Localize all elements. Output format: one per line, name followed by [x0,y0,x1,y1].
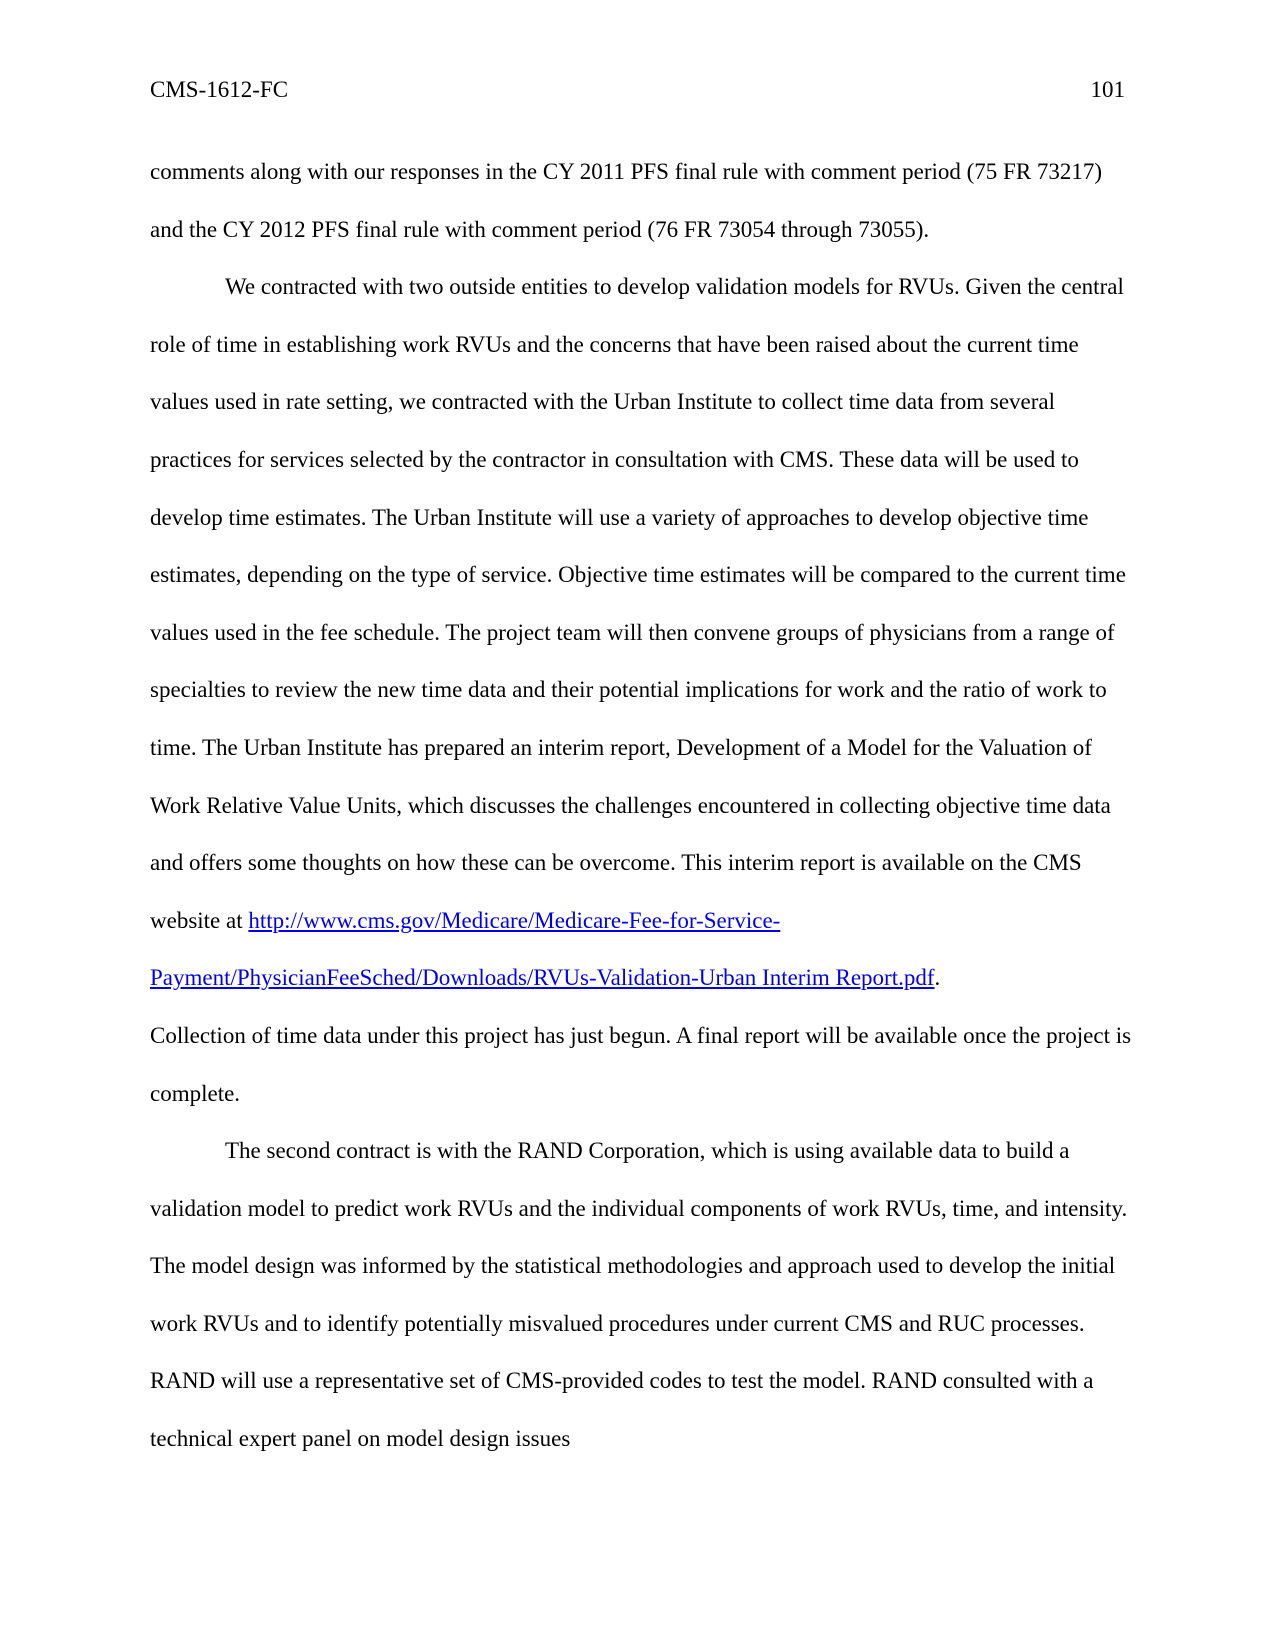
page-body [150,143,1135,1468]
paragraph-rand: The second contract is with the RAND Corporation, which is using available data to build a validation model to predict work RVUs and the individual components of work RVUs, time, and intensity. The model design was informed by the statistical methodologies and approach used to develop the initial work RVUs and to identify potentially misvalued procedures under current CMS and RUC processes. RAND will use a representative set of CMS-provided codes to test the model. RAND consulted with a technical expert panel on model design issues [150,1138,1128,1452]
paragraph-urban-institute [150,258,1135,1007]
page-number: 101 [1090,77,1125,102]
page-header [150,72,1125,108]
paragraph-text: We contracted with two outside entities to develop validation models for RVUs. Given the central role of time in establishing work RVUs and the concerns that have been raised about the current time values used in rate setting, we contracted with the Urban Institute to collect time data from several practices for services selected by the contractor in consultation with CMS. These data will be used to develop time estimates. The Urban Institute will use a variety of approaches to develop objective time estimates, depending on the type of service. Objective time estimates will be compared to the current time values used in the fee schedule. The project team will then convene groups of physicians from a range of specialties to review the new time data and their potential implications for work and the ratio of work to time. The Urban Institute has prepared an interim report, Development of a Model for the Valuation of Work Relative Value Units, which discusses the challenges encountered in collecting objective time data and offers some thoughts on how these can be overcome. This interim report is available on the CMS website at [150,274,1126,933]
paragraph-continuation: comments along with our responses in the CY 2011 PFS final rule with comment period (75 FR 73217) and the CY 2012 PFS final rule with comment period (76 FR 73054 through 73055). [150,159,1103,242]
report-link-part2[interactable]: Payment/PhysicianFeeSched/Downloads/RVUs-Validation-Urban Interim Report.pdf [150,965,935,991]
paragraph-collection: Collection of time data under this project has just begun. A final report will be available once the project is complete. [150,1022,1132,1106]
document-id: CMS-1612-FC [150,77,289,102]
report-link-part1[interactable]: http://www.cms.gov/Medicare/Medicare-Fee-for-Service- [248,907,781,933]
link-period: . [934,965,941,991]
